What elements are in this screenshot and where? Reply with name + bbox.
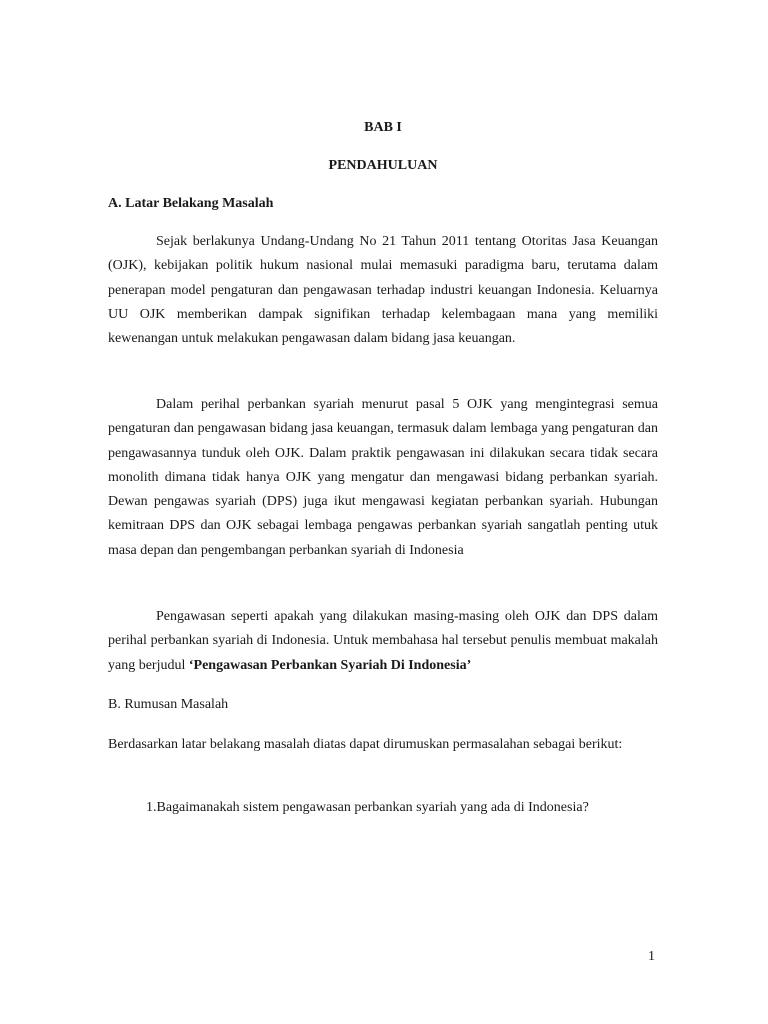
problem-item-1: 1.Bagaimanakah sistem pengawasan perbankan syariah yang ada di Indonesia? — [146, 800, 589, 815]
paragraph-1: Sejak berlakunya Undang-Undang No 21 Tahun 2011 tentang Otoritas Jasa Keuangan (OJK), kebijakan politik hukum nasional mulai memasuki paradigma baru, terutama dalam penerapan model pengaturan dan pengawasan terhadap industri keuangan Indonesia. Keluarnya UU OJK memberikan dampak signifikan terhadap kelembagaan mana yang memiliki kewenangan untuk melakukan pengawasan dalam bidang jasa keuangan. — [108, 234, 658, 347]
chapter-number: BAB I — [364, 120, 402, 135]
problem-intro: Berdasarkan latar belakang masalah diatas dapat dirumuskan permasalahan sebagai berikut: — [108, 737, 623, 752]
paragraph-2: Dalam perihal perbankan syariah menurut pasal 5 OJK yang mengintegrasi semua pengaturan dan pengawasan bidang jasa keuangan, termasuk dalam lembaga yang pengaturan dan pengawasannya tunduk oleh OJK. Dalam praktik pengawasan ini dilakukan secara tidak secara monolith dimana tidak hanya OJK yang mengatur dan mengawasi bidang perbankan syariah. Dewan pengawas syariah (DPS) juga ikut mengawasi kegiatan perbankan syariah. Hubungan kemitraan DPS dan OJK sebagai lembaga pengawas perbankan syariah sangatlah penting utuk masa depan dan pengembangan perbankan syariah di Indonesia — [108, 397, 658, 558]
paper-title: ‘Pengawasan Perbankan Syariah Di Indonesia’ — [188, 657, 472, 673]
page-number: 1 — [648, 949, 655, 964]
paragraph-3 — [108, 605, 658, 678]
section-b-heading: B. Rumusan Masalah — [108, 697, 229, 712]
section-a-heading: A. Latar Belakang Masalah — [108, 196, 274, 211]
chapter-title: PENDAHULUAN — [328, 158, 438, 173]
paragraph-3-text: Pengawasan seperti apakah yang dilakukan masing-masing oleh OJK dan DPS dalam perihal perbankan syariah di Indonesia. Untuk membahasa hal tersebut penulis membuat makalah yang berjudul — [108, 609, 658, 673]
